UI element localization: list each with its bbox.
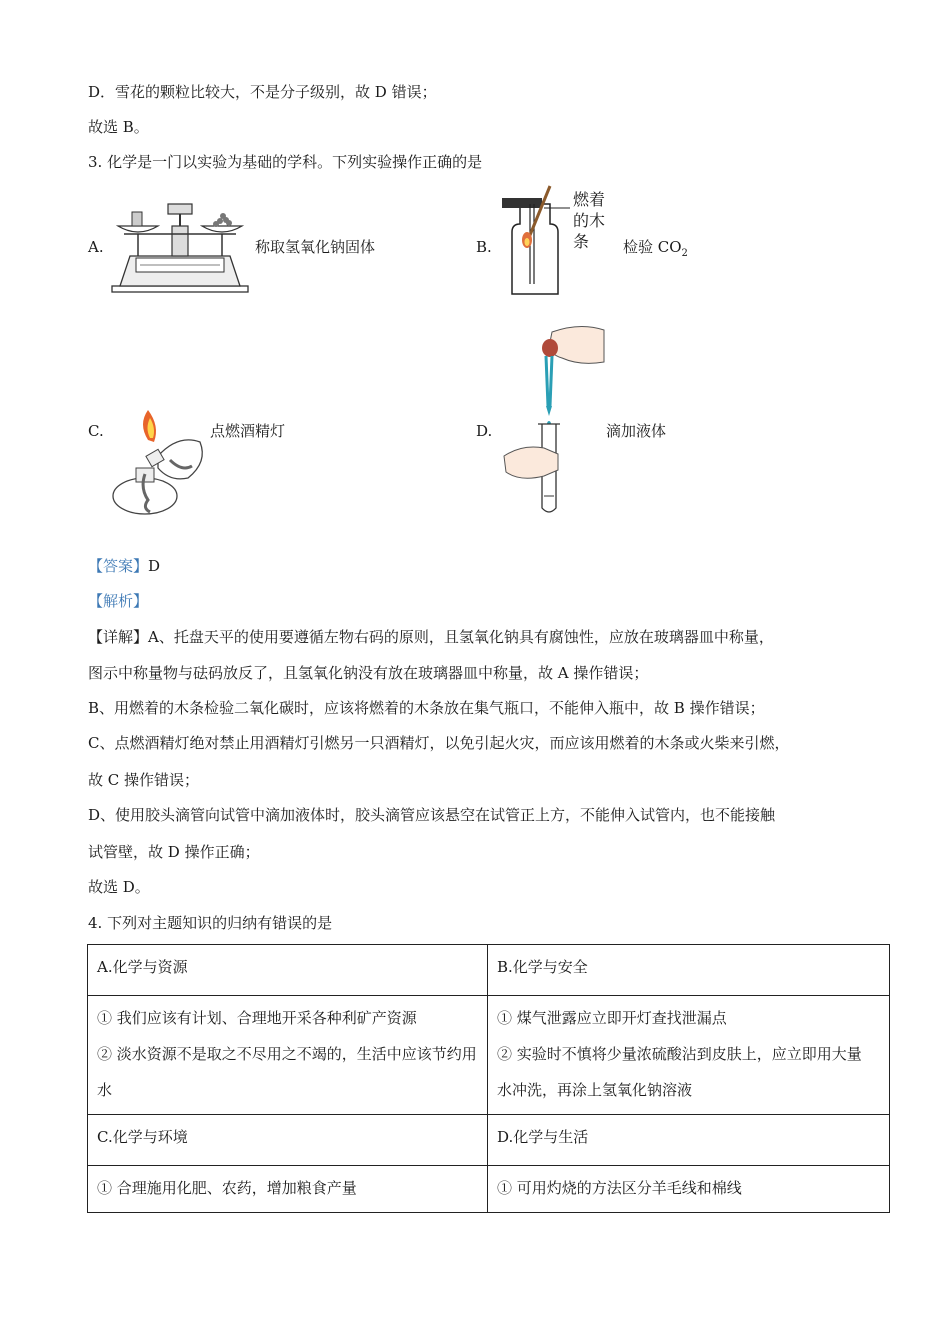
- detail-line-7: 试管壁，故 D 操作正确；: [88, 843, 260, 861]
- detail-line-5: 故 C 操作错误；: [88, 771, 200, 789]
- q3-option-a-text: 称取氢氧化钠固体: [255, 238, 376, 256]
- burning-stick-label-3: 条: [573, 232, 590, 251]
- cell-d-item-1: ① 可用灼烧的方法区分羊毛线和棉线: [497, 1179, 742, 1197]
- detail-line-2: 图示中称量物与砝码放反了，且氢氧化钠没有放在玻璃器皿中称量，故 A 操作错误；: [88, 664, 649, 682]
- cell-d-head: D.化学与生活: [488, 1115, 890, 1166]
- q3-option-a-letter: A.: [88, 238, 104, 256]
- cell-a-item-2: ② 淡水资源不是取之不尽用之不竭的，生活中应该节约用水: [97, 1045, 477, 1099]
- cell-a-item-1: ① 我们应该有计划、合理地开采各种利矿产资源: [97, 1009, 417, 1027]
- detail-line-1: 【详解】A、托盘天平的使用要遵循左物右码的原则，且氢氧化钠具有腐蚀性，应放在玻璃器皿中称量，: [88, 628, 774, 646]
- answer-tag: 【答案】: [88, 557, 149, 575]
- q3-option-d-letter: D.: [476, 422, 493, 440]
- detail-line-8: 故选 D。: [88, 878, 150, 896]
- q3-stem: 3. 化学是一门以实验为基础的学科。下列实验操作正确的是: [88, 153, 483, 171]
- knowledge-summary-table: [87, 944, 890, 1213]
- q3-answer: [88, 556, 160, 576]
- cell-c-head: C.化学与环境: [88, 1115, 488, 1166]
- prev-answer-d-line: D．雪花的颗粒比较大，不是分子级别，故 D 错误；: [88, 83, 437, 101]
- cell-b-body: [488, 996, 890, 1115]
- balance-figure: [110, 196, 250, 296]
- q3-option-c-letter: C.: [88, 422, 104, 440]
- q3-option-b-text: [623, 237, 688, 264]
- cell-b-item-2: ② 实验时不慎将少量浓硫酸沾到皮肤上，应立即用大量 水冲洗，再涂上氢氧化钠溶液: [497, 1045, 877, 1099]
- cell-a-head: A.化学与资源: [88, 945, 488, 996]
- answer-value: D: [148, 557, 161, 575]
- alcohol-lamp-figure: [108, 408, 213, 518]
- burning-stick-label-1: 燃着: [573, 190, 606, 209]
- dropper-figure: [500, 320, 610, 516]
- analysis-tag: 【解析】: [88, 592, 149, 610]
- q4-stem: 4. 下列对主题知识的归纳有错误的是: [88, 914, 333, 932]
- cell-a-body: [88, 996, 488, 1115]
- detail-line-6: D、使用胶头滴管向试管中滴加液体时，胶头滴管应该悬空在试管正上方，不能伸入试管内，也不能接触: [88, 806, 776, 824]
- q3-option-d-text: 滴加液体: [606, 422, 667, 440]
- cell-c-body: [88, 1166, 488, 1213]
- cell-d-body: [488, 1166, 890, 1213]
- prev-answer-conclusion: 故选 B。: [88, 118, 149, 136]
- q3-option-b-subscript: 2: [681, 248, 688, 259]
- q3-option-b-text-main: 检验 CO: [623, 238, 682, 256]
- burning-stick-label-2: 的木: [573, 211, 606, 230]
- q3-option-c-text: 点燃酒精灯: [210, 422, 286, 440]
- cell-c-item-1: ① 合理施用化肥、农药，增加粮食产量: [97, 1179, 357, 1197]
- cell-b-item-1: ① 煤气泄露应立即开灯查找泄漏点: [497, 1009, 727, 1027]
- q3-option-b-letter: B.: [476, 238, 492, 256]
- detail-line-3: B、用燃着的木条检验二氧化碳时，应该将燃着的木条放在集气瓶口，不能伸入瓶中，故 B 操作错误；: [88, 699, 765, 717]
- cell-b-head: B.化学与安全: [488, 945, 890, 996]
- detail-line-4: C、点燃酒精灯绝对禁止用酒精灯引燃另一只酒精灯，以免引起火灾，而应该用燃着的木条或火柴来引燃，: [88, 734, 790, 752]
